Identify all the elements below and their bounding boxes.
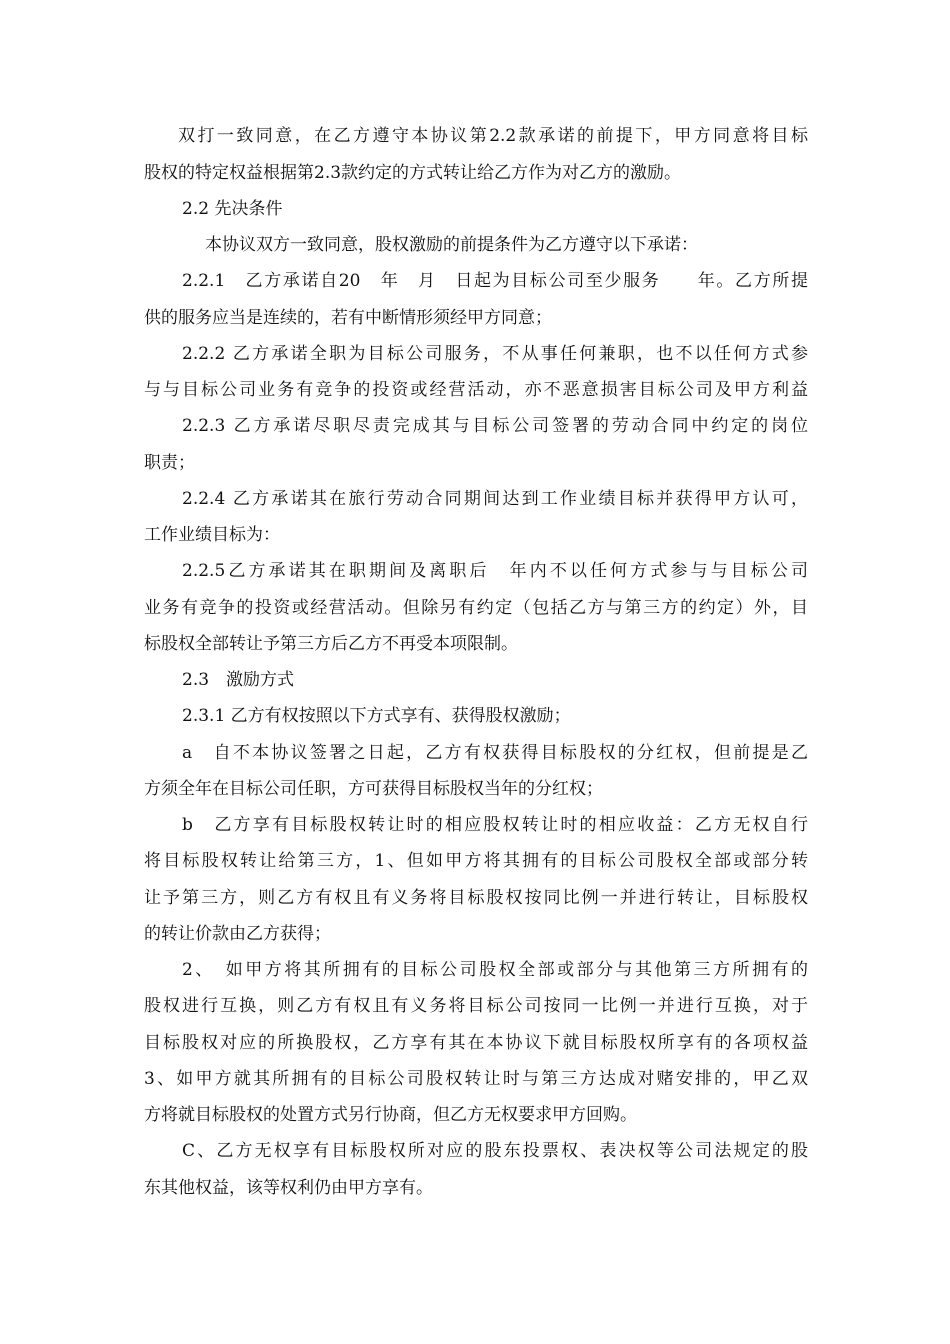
section-heading: 2.3 激励方式: [182, 670, 295, 690]
paragraph-line: 工作业绩目标为：: [144, 525, 280, 545]
paragraph-line: 方须全年在目标公司任职，方可获得目标股权当年的分红权；: [144, 779, 603, 799]
paragraph-line: 2.2.5乙方承诺其在职期间及离职后 年内不以任何方式参与与目标公司: [182, 561, 808, 581]
paragraph-line: 与与目标公司业务有竞争的投资或经营活动，亦不恶意损害目标公司及甲方利益: [144, 380, 808, 400]
paragraph-line: 本协议双方一致同意，股权激励的前提条件为乙方遵守以下承诺：: [205, 235, 698, 255]
paragraph-line: 目标股权对应的所换股权，乙方享有其在本协议下就目标股权所享有的各项权益: [144, 1033, 808, 1053]
paragraph-line: 的转让价款由乙方获得；: [144, 924, 331, 944]
paragraph-line: 2.2.1 乙方承诺自20 年 月 日起为目标公司至少服务 年。乙方所提: [182, 271, 808, 291]
paragraph-line: 将目标股权转让给第三方，1、但如甲方将其拥有的目标公司股权全部或部分转: [144, 851, 808, 871]
paragraph-line: 标股权全部转让予第三方后乙方不再受本项限制。: [144, 634, 518, 654]
paragraph-line: 双打一致同意，在乙方遵守本协议第2.2款承诺的前提下，甲方同意将目标: [178, 126, 808, 146]
paragraph-line: a 自不本协议签署之日起，乙方有权获得目标股权的分红权，但前提是乙: [182, 743, 808, 763]
paragraph-line: 方将就目标股权的处置方式另行协商，但乙方无权要求甲方回购。: [144, 1105, 637, 1125]
paragraph-line: 2.3.1 乙方有权按照以下方式享有、获得股权激励；: [182, 706, 571, 726]
paragraph-line: 股权进行互换，则乙方有权且有义务将目标公司按同一比例一并进行互换，对于: [144, 996, 808, 1016]
paragraph-line: b 乙方享有目标股权转让时的相应股权转让时的相应收益：乙方无权自行: [182, 815, 808, 835]
section-heading: 2.2 先决条件: [182, 199, 283, 219]
paragraph-line: 2.2.4 乙方承诺其在旅行劳动合同期间达到工作业绩目标并获得甲方认可，: [182, 489, 808, 509]
paragraph-line: C、乙方无权享有目标股权所对应的股东投票权、表决权等公司法规定的股: [182, 1141, 808, 1161]
paragraph-line: 业务有竞争的投资或经营活动。但除另有约定（包括乙方与第三方的约定）外，目: [144, 598, 808, 618]
paragraph-line: 2.2.3 乙方承诺尽职尽责完成其与目标公司签署的劳动合同中约定的岗位: [182, 416, 808, 436]
paragraph-line: 职责；: [144, 453, 195, 473]
paragraph-line: 让予第三方，则乙方有权且有义务将目标股权按同比例一并进行转让，目标股权: [144, 888, 808, 908]
paragraph-line: 2.2.2 乙方承诺全职为目标公司服务，不从事任何兼职，也不以任何方式参: [182, 344, 808, 364]
paragraph-line: 供的服务应当是连续的，若有中断情形须经甲方同意；: [144, 308, 552, 328]
paragraph-line: 2、 如甲方将其所拥有的目标公司股权全部或部分与其他第三方所拥有的: [182, 960, 808, 980]
paragraph-line: 股权的特定权益根据第2.3款约定的方式转让给乙方作为对乙方的激励。: [144, 163, 682, 183]
paragraph-line: 3、如甲方就其所拥有的目标公司股权转让时与第三方达成对赌安排的，甲乙双: [144, 1069, 808, 1089]
paragraph-line: 东其他权益，该等权利仍由甲方享有。: [144, 1178, 433, 1198]
